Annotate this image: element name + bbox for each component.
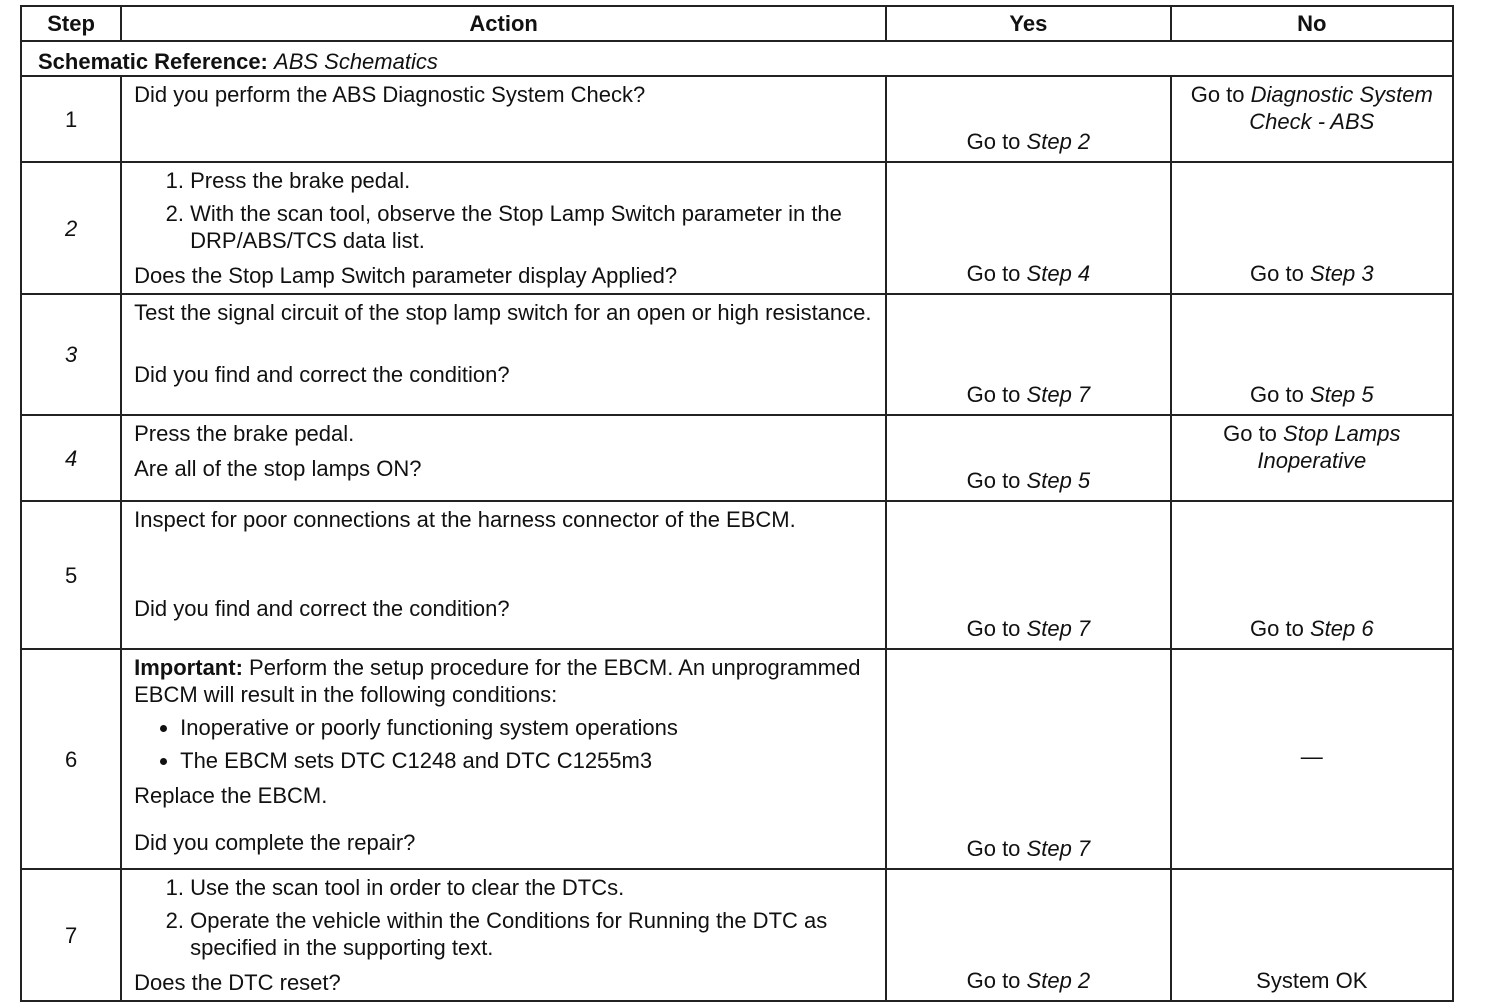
no-cell xyxy=(1171,76,1453,162)
go-to-text: Go to xyxy=(966,968,1021,993)
go-to-text: Go to xyxy=(1250,616,1304,641)
schematic-reference-link[interactable]: ABS Schematics xyxy=(274,49,438,74)
no-cell xyxy=(1171,649,1453,869)
action-list-item: 1. Press the brake pedal. xyxy=(190,167,877,194)
action-list xyxy=(134,874,877,961)
table-row xyxy=(21,649,1453,869)
yes-cell xyxy=(886,294,1170,415)
step-number: 6 xyxy=(21,649,121,869)
go-to-text: Go to xyxy=(1190,82,1245,107)
table-row xyxy=(21,415,1453,501)
no-link[interactable]: Diagnostic System Check - ABS xyxy=(1249,82,1433,134)
action-question: Did you perform the ABS Diagnostic System Check? xyxy=(134,82,646,107)
step-number: 1 xyxy=(21,76,121,162)
header-step: Step xyxy=(21,6,121,41)
step-number: 5 xyxy=(21,501,121,649)
schematic-reference-label: Schematic Reference: xyxy=(38,49,268,74)
action-cell xyxy=(121,76,886,162)
condition-list-item: • The EBCM sets DTC C1248 and DTC C1255m3 xyxy=(180,747,877,774)
yes-cell xyxy=(886,869,1170,1001)
step-number: 7 xyxy=(21,869,121,1001)
action-question: Did you complete the repair? xyxy=(134,830,416,855)
action-cell xyxy=(121,415,886,501)
header-no: No xyxy=(1171,6,1453,41)
go-to-text: Go to xyxy=(966,468,1021,493)
no-answer-text: System OK xyxy=(1256,968,1368,993)
go-to-text: Go to xyxy=(966,836,1021,861)
no-cell xyxy=(1171,162,1453,294)
action-question: Does the Stop Lamp Switch parameter display Applied? xyxy=(134,263,678,288)
go-to-text: Go to xyxy=(1250,261,1304,286)
step-number: 3 xyxy=(21,294,121,415)
go-to-text: Go to xyxy=(966,382,1021,407)
go-to-text: Go to xyxy=(966,261,1021,286)
action-list-item: 2. With the scan tool, observe the Stop Lamp Switch parameter in the DRP/ABS/TCS data list. xyxy=(190,200,877,254)
no-cell xyxy=(1171,501,1453,649)
action-list xyxy=(134,167,877,254)
no-link[interactable]: Stop Lamps Inoperative xyxy=(1257,421,1401,473)
action-cell xyxy=(121,869,886,1001)
schematic-reference-row xyxy=(21,41,1453,76)
no-cell xyxy=(1171,869,1453,1001)
important-label: Important: xyxy=(134,655,243,680)
no-cell xyxy=(1171,294,1453,415)
action-cell xyxy=(121,162,886,294)
yes-cell xyxy=(886,649,1170,869)
yes-link[interactable]: Step 5 xyxy=(1026,468,1091,493)
no-link[interactable]: Step 6 xyxy=(1309,616,1374,641)
step-number: 2 xyxy=(21,162,121,294)
no-answer-dash: — xyxy=(1300,743,1323,769)
action-list-item: 2. Operate the vehicle within the Conditions for Running the DTC as specified in the supporting text. xyxy=(190,907,877,961)
yes-cell xyxy=(886,415,1170,501)
yes-cell xyxy=(886,76,1170,162)
important-note xyxy=(134,654,877,708)
action-cell xyxy=(121,294,886,415)
action-instruction: Inspect for poor connections at the harness connector of the EBCM. xyxy=(134,507,796,532)
action-list-item: 1. Use the scan tool in order to clear the DTCs. xyxy=(190,874,877,901)
no-cell xyxy=(1171,415,1453,501)
action-question: Did you find and correct the condition? xyxy=(134,362,510,387)
action-cell xyxy=(121,501,886,649)
action-cell xyxy=(121,649,886,869)
step-number: 4 xyxy=(21,415,121,501)
table-header-row xyxy=(21,6,1453,41)
header-action: Action xyxy=(121,6,886,41)
table-row xyxy=(21,76,1453,162)
no-link[interactable]: Step 5 xyxy=(1309,382,1374,407)
diagnostic-table xyxy=(20,5,1454,1002)
action-instruction: Test the signal circuit of the stop lamp switch for an open or high resistance. xyxy=(134,300,872,325)
action-question: Did you find and correct the condition? xyxy=(134,596,510,621)
yes-cell xyxy=(886,162,1170,294)
yes-link[interactable]: Step 7 xyxy=(1026,382,1091,407)
yes-link[interactable]: Step 2 xyxy=(1026,968,1091,993)
action-question: Are all of the stop lamps ON? xyxy=(134,456,422,481)
table-row xyxy=(21,294,1453,415)
go-to-text: Go to xyxy=(1250,382,1304,407)
diagnostic-table-page xyxy=(20,5,1454,1002)
yes-link[interactable]: Step 7 xyxy=(1026,836,1091,861)
yes-link[interactable]: Step 4 xyxy=(1026,261,1091,286)
table-row xyxy=(21,869,1453,1001)
schematic-reference xyxy=(21,41,1453,76)
action-question: Does the DTC reset? xyxy=(134,970,341,995)
header-yes: Yes xyxy=(886,6,1170,41)
no-link[interactable]: Step 3 xyxy=(1309,261,1374,286)
go-to-text: Go to xyxy=(1223,421,1277,446)
yes-link[interactable]: Step 2 xyxy=(1026,129,1091,154)
go-to-text: Go to xyxy=(966,129,1021,154)
condition-list xyxy=(134,714,877,774)
table-row xyxy=(21,162,1453,294)
go-to-text: Go to xyxy=(966,616,1021,641)
action-instruction: Replace the EBCM. xyxy=(134,783,328,808)
yes-link[interactable]: Step 7 xyxy=(1026,616,1091,641)
action-instruction: Press the brake pedal. xyxy=(134,421,355,446)
condition-list-item: • Inoperative or poorly functioning system operations xyxy=(180,714,877,741)
important-text: Perform the setup procedure for the EBCM. An unprogrammed EBCM will result in the following conditions: xyxy=(134,655,861,707)
table-row xyxy=(21,501,1453,649)
yes-cell xyxy=(886,501,1170,649)
